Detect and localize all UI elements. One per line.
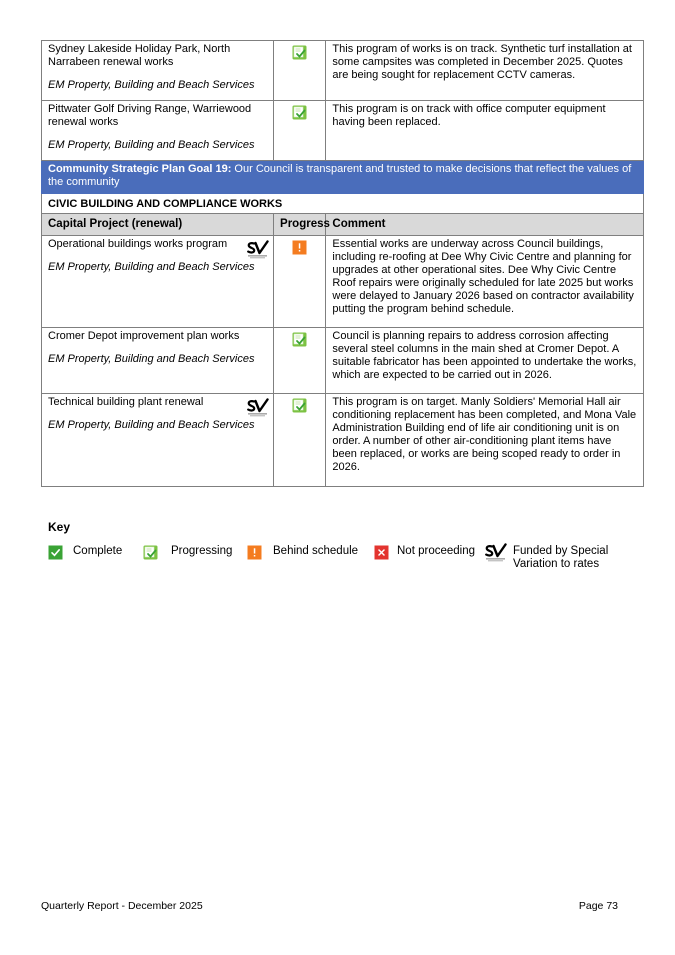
table-row — [42, 328, 644, 394]
behind-schedule-icon — [292, 240, 307, 255]
progress-cell — [274, 41, 326, 101]
comment-cell: This program is on track with office computer equipment having been replaced. — [326, 101, 644, 161]
project-name: Cromer Depot improvement plan works — [48, 330, 240, 342]
complete-icon — [48, 545, 63, 560]
header-progress: Progress — [274, 214, 326, 236]
section-title-row — [42, 194, 644, 214]
project-name: Technical building plant renewal — [48, 396, 204, 408]
project-owner: EM Property, Building and Beach Services — [48, 261, 255, 273]
progressing-icon — [292, 105, 307, 120]
legend-complete-label: Complete — [73, 545, 123, 557]
behind-schedule-icon — [247, 545, 262, 560]
table-header-row — [42, 214, 644, 236]
table-row — [42, 41, 644, 101]
project-name: Operational buildings works program — [48, 238, 228, 250]
table-row — [42, 101, 644, 161]
legend-title: Key — [48, 520, 71, 534]
page-number: Page 73 — [578, 900, 618, 912]
legend-not-proceeding-label: Not proceeding — [397, 545, 475, 557]
comment-cell: This program of works is on track. Synthetic turf installation at some campsites was completed in December 2025. Quotes are being sought for replacement CCTV cameras. — [326, 41, 644, 101]
project-cell — [42, 236, 274, 328]
project-owner: EM Property, Building and Beach Services — [48, 419, 255, 431]
project-cell — [42, 328, 274, 394]
legend-items — [48, 545, 648, 575]
special-variation-icon — [247, 398, 269, 418]
table-row — [42, 394, 644, 487]
progressing-icon — [143, 545, 158, 560]
progress-cell — [274, 236, 326, 328]
legend-funded-label: Funded by Special Variation to rates — [513, 545, 609, 570]
comment-cell: Essential works are underway across Council buildings, including re-roofing at Dee Why Civic Centre and planning for upgrades at other operational sites. Dee Why Civic Centre Roof repairs were originally scheduled for late 2025 but works were delayed to January 2026 based on contractor availability putting the program behind schedule. — [326, 236, 644, 328]
comment-cell: Council is planning repairs to address corrosion affecting several steel columns in the main shed at Cromer Depot. A suitable fabricator has been appointed to undertake the works, which are expected to be carried out in 2026. — [326, 328, 644, 394]
special-variation-icon — [485, 543, 507, 563]
progress-cell — [274, 101, 326, 161]
table-row — [42, 236, 644, 328]
comment-cell: This program is on target. Manly Soldiers' Memorial Hall air conditioning replacement has been completed, and Mona Vale Administration Building end of life air conditioning unit is on order. A number of other air-conditioning plant items have been replaced, or works are being scoped ready to order in 2026. — [326, 394, 644, 487]
legend — [48, 520, 70, 544]
project-cell — [42, 41, 274, 101]
project-name: Sydney Lakeside Holiday Park, North Narrabeen renewal works — [48, 43, 231, 68]
project-owner: EM Property, Building and Beach Services — [48, 79, 255, 91]
report-title: Quarterly Report - December 2025 — [41, 900, 203, 912]
progress-cell — [274, 328, 326, 394]
goal-band — [42, 161, 644, 194]
project-cell — [42, 101, 274, 161]
not-proceeding-icon — [374, 545, 389, 560]
progressing-icon — [292, 45, 307, 60]
legend-behind-label: Behind schedule — [273, 545, 359, 557]
progressing-icon — [292, 398, 307, 413]
goal-cell — [42, 161, 644, 194]
progress-cell — [274, 394, 326, 487]
header-comment: Comment — [326, 214, 644, 236]
project-owner: EM Property, Building and Beach Services — [48, 353, 255, 365]
project-name: Pittwater Golf Driving Range, Warriewood renewal works — [48, 103, 252, 128]
project-cell — [42, 394, 274, 487]
top-projects-table — [41, 40, 644, 487]
section-title: CIVIC BUILDING AND COMPLIANCE WORKS — [42, 194, 644, 214]
project-owner: EM Property, Building and Beach Services — [48, 139, 255, 151]
progressing-icon — [292, 332, 307, 347]
legend-progressing-label: Progressing — [171, 545, 233, 557]
goal-label: Community Strategic Plan Goal 19: — [48, 163, 232, 175]
special-variation-icon — [247, 240, 269, 260]
goal-text: Our Council is transparent and trusted to make decisions that reflect the values of the community — [48, 163, 632, 188]
header-project: Capital Project (renewal) — [42, 214, 274, 236]
